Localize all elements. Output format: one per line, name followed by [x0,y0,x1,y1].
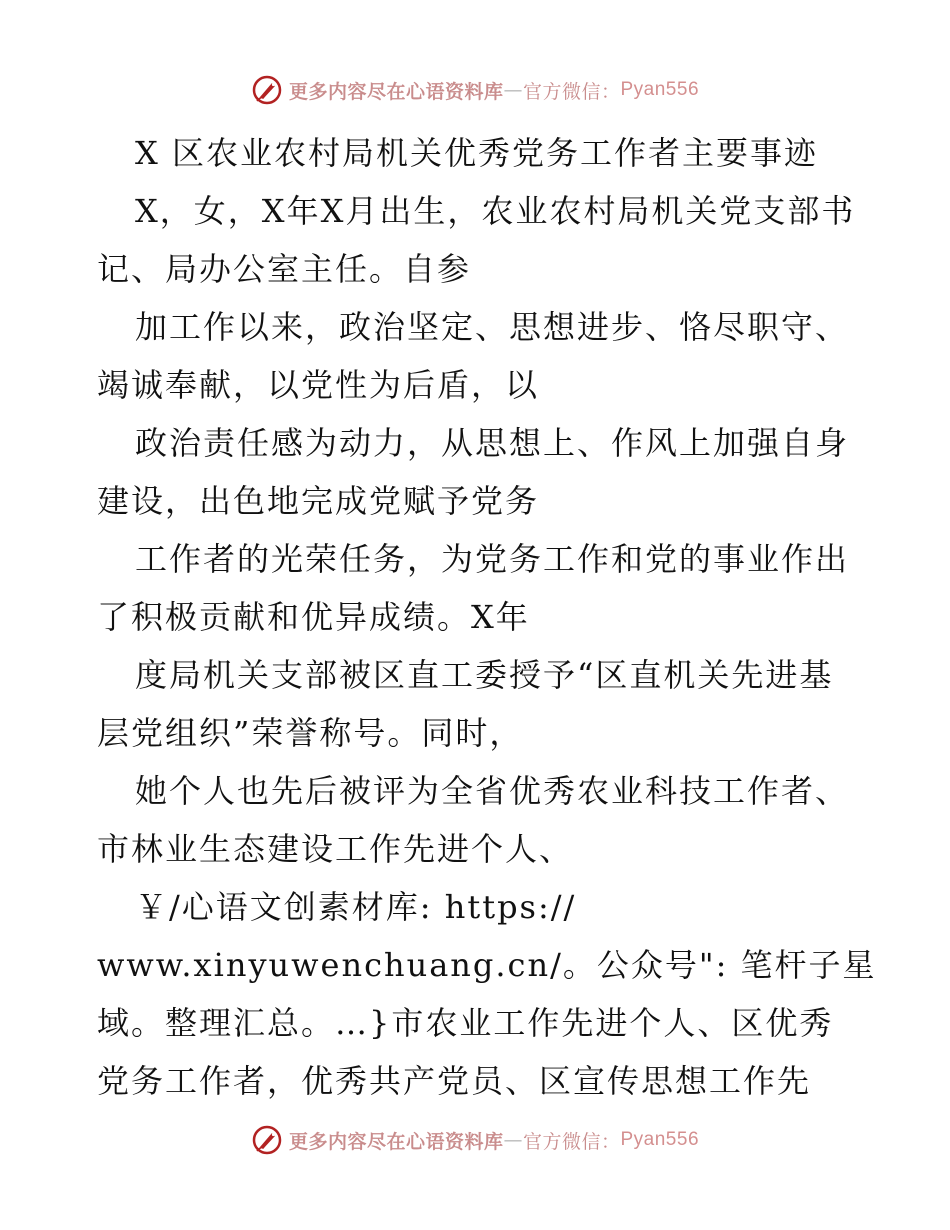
text-line: 党务工作者，优秀共产党员、区宣传思想工作先 [97,1062,812,1100]
banner-main-text: 更多内容尽在心语资料库 [288,1130,504,1153]
header-banner [0,72,950,108]
banner-main-text: 更多内容尽在心语资料库 [288,80,504,103]
banner-dash: — [503,1129,523,1151]
text-line: www.xinyuwenchuang.cn/。公众号": 笔杆子星 [97,946,877,984]
banner-wechat-id: Pyan556 [620,1129,700,1150]
banner-dash: — [503,79,523,101]
text-line: 政治责任感为动力，从思想上、作风上加强自身 [135,424,850,462]
text-line: 层党组织”荣誉称号。同时， [97,714,524,752]
text-line: 建设，出色地完成党赋予党务 [97,482,540,520]
text-line: 竭诚奉献，以党性为后盾，以 [97,366,540,404]
text-line: 加工作以来，政治坚定、思想进步、恪尽职守、 [135,308,850,346]
text-line: 她个人也先后被评为全省优秀农业科技工作者、 [135,772,850,810]
document-body [97,124,877,1110]
banner-wechat-label: 官方微信： [522,80,621,103]
pen-nib-circle-icon [251,74,283,106]
text-line: ￥/心语文创素材库: https:// [135,888,577,926]
document-title: X 区农业农村局机关优秀党务工作者主要事迹 [135,134,818,172]
footer-banner [0,1122,950,1158]
text-line: 记、局办公室主任。自参 [97,250,472,288]
text-line: 度局机关支部被区直工委授予“区直机关先进基 [135,656,834,694]
text-line: 了积极贡献和优异成绩。X年 [97,598,530,636]
text-line: 市林业生态建设工作先进个人、 [97,830,574,868]
pen-nib-circle-icon [251,1124,283,1156]
banner-wechat-label: 官方微信： [522,1130,621,1153]
text-line: X，女，X年X月出生，农业农村局机关党支部书 [135,192,856,230]
banner-wechat-id: Pyan556 [620,79,700,100]
text-line: 工作者的光荣任务，为党务工作和党的事业作出 [135,540,850,578]
text-line: 域。整理汇总。…}市农业工作先进个人、区优秀 [97,1004,834,1042]
